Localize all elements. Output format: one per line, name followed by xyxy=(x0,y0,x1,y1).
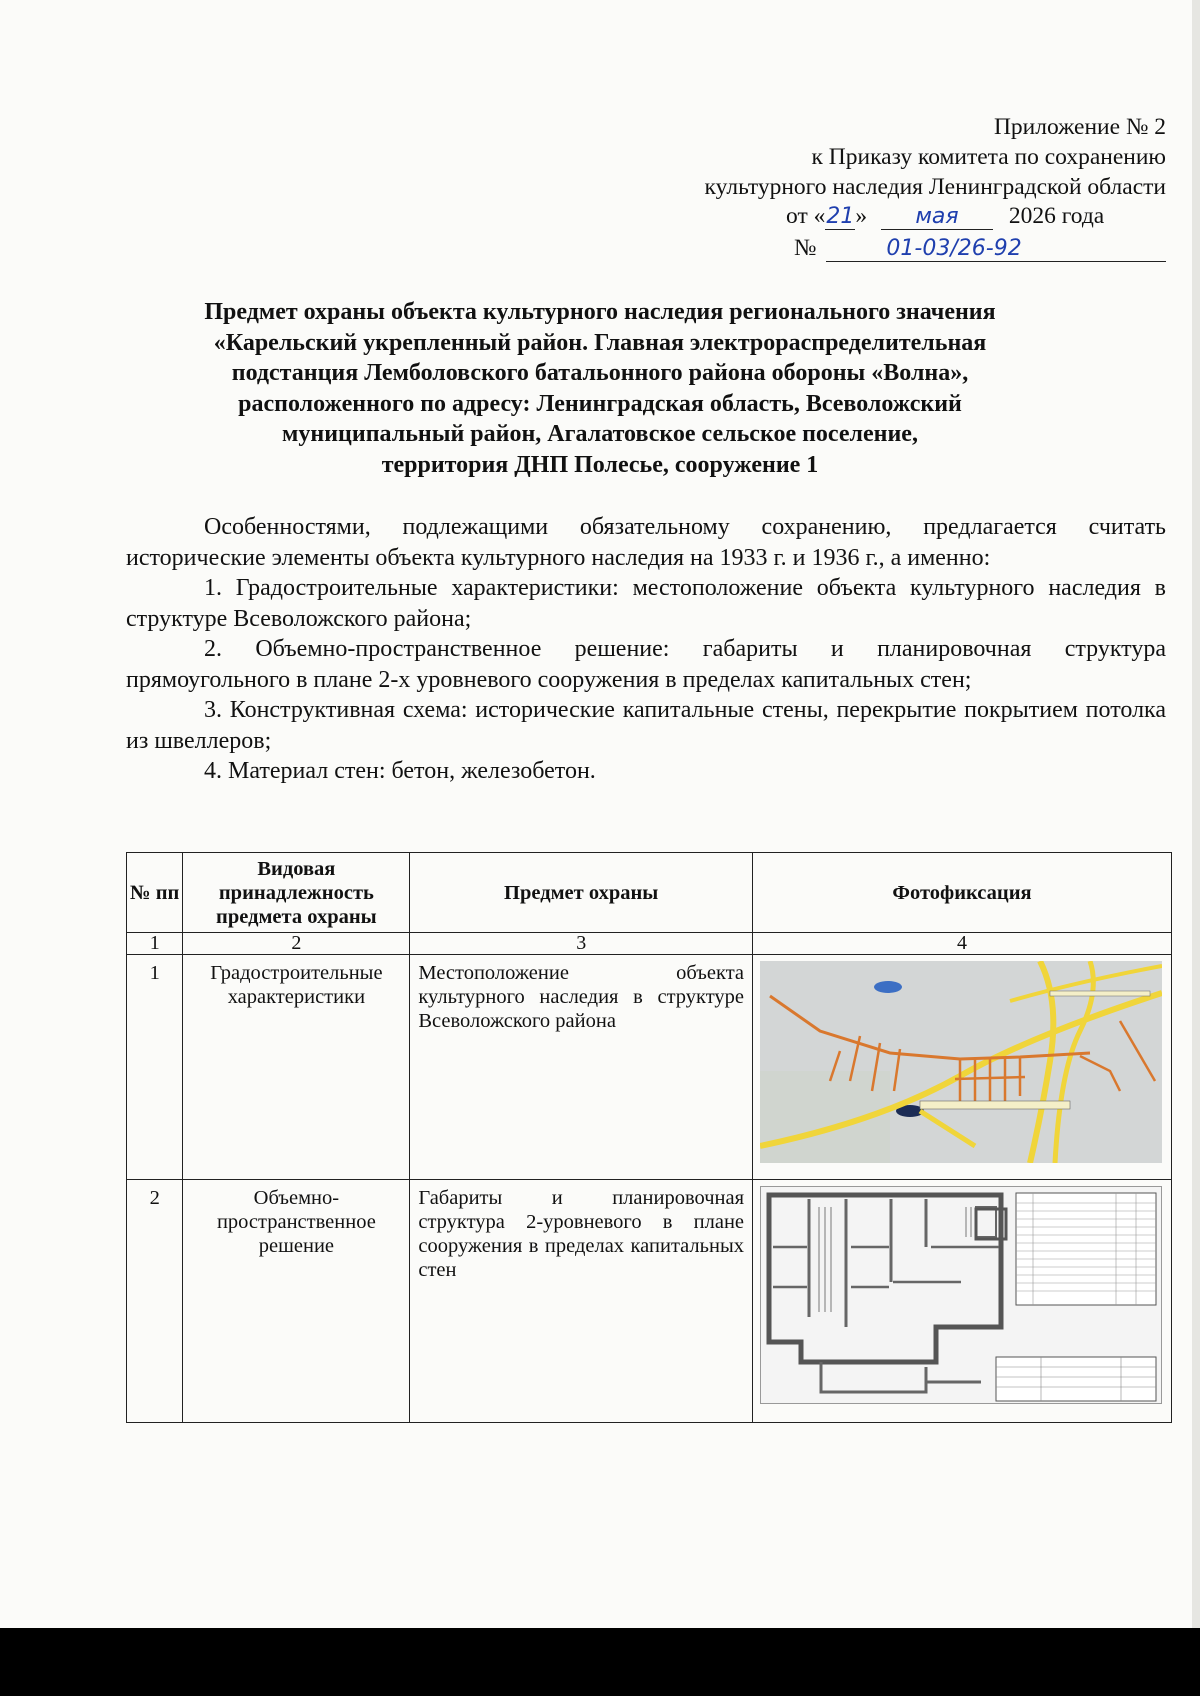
appendix-line-2: к Приказу комитета по сохранению xyxy=(811,144,1166,170)
protection-subject-table xyxy=(126,852,1172,1423)
row-num: 1 xyxy=(127,955,183,1180)
appendix-line-3: культурного наследия Ленинградской области xyxy=(704,174,1166,200)
order-number: 01-03/26-92 xyxy=(826,237,1166,262)
floor-plan-drawing xyxy=(760,1186,1162,1404)
date-close: » xyxy=(855,203,868,229)
column-number: 4 xyxy=(753,933,1172,955)
header-photo: Фотофиксация xyxy=(753,853,1172,933)
order-day: 21 xyxy=(826,204,855,229)
list-item: 1. Градостроительные характеристики: местоположение объекта культурного наследия в структуре Всеволожского района; xyxy=(126,575,1166,632)
list-item: 2. Объемно-пространственное решение: габариты и планировочная структура прямоугольного в плане 2-х уровневого сооружения в пределах капитальных стен; xyxy=(126,636,1166,693)
column-number: 2 xyxy=(183,933,410,955)
row-kind: Градостроительные характеристики xyxy=(183,955,410,1180)
map-graphic xyxy=(760,961,1162,1163)
appendix-header xyxy=(705,112,1166,202)
row-subject: Габариты и планировочная структура 2-уровневого в плане сооружения в пределах капитальных стен xyxy=(410,1180,753,1423)
order-date-line xyxy=(786,203,1104,230)
date-prefix: от « xyxy=(786,203,826,229)
appendix-line-1: Приложение № 2 xyxy=(993,114,1166,140)
row-num: 2 xyxy=(127,1180,183,1423)
number-label: № xyxy=(794,235,817,261)
row-kind: Объемно-пространственное решение xyxy=(183,1180,410,1423)
table-row xyxy=(127,1180,1172,1423)
row-photo-cell xyxy=(753,955,1172,1180)
list-item: 4. Материал стен: бетон, железобетон. xyxy=(204,758,596,784)
scan-edge xyxy=(1192,0,1200,1628)
title-line: территория ДНП Полесье, сооружение 1 xyxy=(381,451,819,478)
header-kind: Видовая принадлежность предмета охраны xyxy=(183,853,410,933)
title-line: Предмет охраны объекта культурного наследия регионального значения xyxy=(204,299,996,325)
title-line: подстанция Лемболовского батальонного района обороны «Волна», xyxy=(231,360,969,386)
order-year: 2026 года xyxy=(1008,203,1105,229)
row-photo-cell xyxy=(753,1180,1172,1423)
document-body xyxy=(126,512,1166,787)
table-header-row xyxy=(127,853,1172,933)
column-number-row xyxy=(127,933,1172,955)
column-number: 3 xyxy=(410,933,753,955)
location-map-image xyxy=(760,961,1162,1163)
header-subject: Предмет охраны xyxy=(410,853,753,933)
header-num: № пп xyxy=(127,853,183,933)
intro-paragraph: Особенностями, подлежащими обязательному сохранению, предлагается считать исторические элементы объекта культурного наследия на 1933 г. и 1936 г., а именно: xyxy=(126,514,1166,571)
order-number-line xyxy=(794,235,1166,262)
list-item: 3. Конструктивная схема: исторические капитальные стены, перекрытие покрытием потолка из швеллеров; xyxy=(126,697,1166,754)
table-row xyxy=(127,955,1172,1180)
document-title xyxy=(120,297,1080,480)
title-line: муниципальный район, Агалатовское сельское поселение, xyxy=(282,421,918,447)
scan-bottom-margin xyxy=(0,1628,1200,1696)
title-line: расположенного по адресу: Ленинградская область, Всеволожский xyxy=(238,390,962,417)
title-line: «Карельский укрепленный район. Главная электрораспределительная xyxy=(213,329,987,356)
plan-graphic xyxy=(761,1187,1162,1404)
order-month: мая xyxy=(881,205,993,230)
column-number: 1 xyxy=(127,933,183,955)
row-subject: Местоположение объекта культурного наследия в структуре Всеволожского района xyxy=(410,955,753,1180)
